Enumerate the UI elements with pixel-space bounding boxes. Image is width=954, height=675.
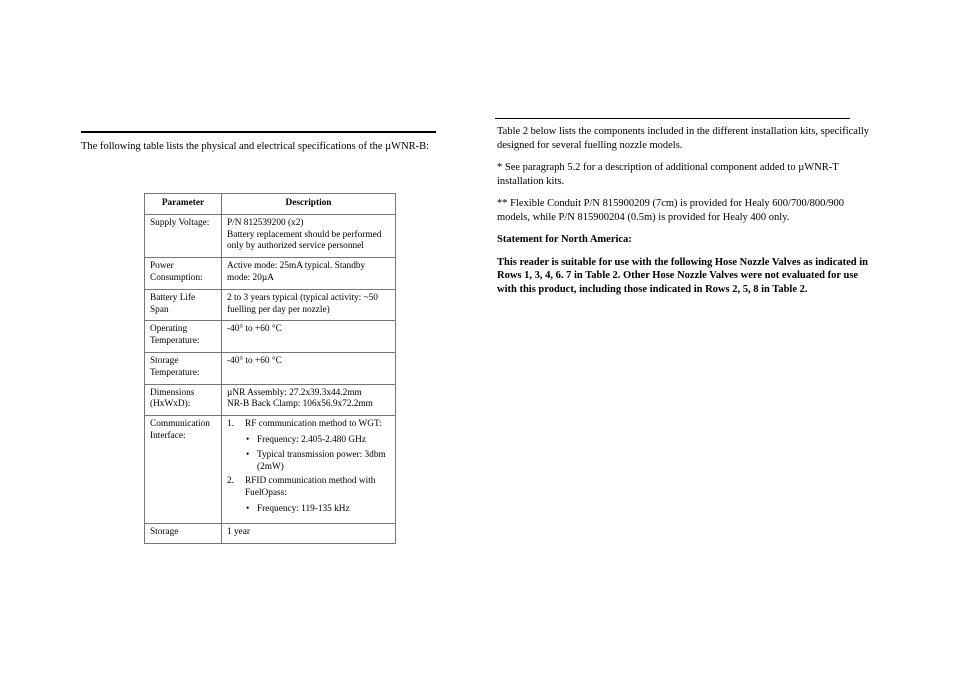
param-cell: Power Consumption: xyxy=(145,258,222,290)
specifications-table xyxy=(144,193,396,544)
north-america-statement: This reader is suitable for use with the following Hose Nozzle Valves as indicated in Rows 1, 3, 4, 6. 7 in Table 2. Other Hose Nozzle Valves were not evaluated for use with this product, including those indicated in Rows 2, 5, 8 in Table 2. xyxy=(497,256,869,295)
bullet-item: • Frequency: 119-135 kHz xyxy=(245,504,390,516)
footnote-star: * See paragraph 5.2 for a description of additional component added to µWNR-T installation kits. xyxy=(497,162,839,187)
right-column xyxy=(497,125,875,305)
list-item-text: RFID communication method with FuelOpass: xyxy=(245,476,376,499)
table-row xyxy=(145,289,396,321)
param-cell: Communication Interface: xyxy=(145,416,222,524)
desc-cell xyxy=(222,416,396,524)
desc-cell xyxy=(222,384,396,416)
table-row xyxy=(145,352,396,384)
desc-cell xyxy=(222,321,396,353)
table-row xyxy=(145,214,396,257)
kits-paragraph: Table 2 below lists the components included in the different installation kits, specifically designed for several fuelling nozzle models. xyxy=(497,126,870,151)
desc-line: µNR Assembly: 27.2x39.3x44.2mm xyxy=(227,387,362,398)
list-item xyxy=(227,419,390,473)
footnote-double-star: ** Flexible Conduit P/N 815900209 (7cm) is provided for Healy 600/700/800/900 models, while P/N 815900204 (0.5m) is provided for Healy 400 only. xyxy=(497,198,845,223)
desc-cell xyxy=(222,258,396,290)
desc-line: -40° to +60 °C xyxy=(227,355,282,366)
list-number: 2. xyxy=(227,476,234,487)
section-rule-left xyxy=(81,131,436,133)
desc-cell xyxy=(222,523,396,543)
param-cell: Storage Temperature: xyxy=(145,352,222,384)
table-row xyxy=(145,384,396,416)
bullet-list xyxy=(245,504,390,516)
desc-line: 2 to 3 years typical (typical activity: ~50 fuelling per day per nozzle) xyxy=(227,292,378,315)
desc-line: -40° to +60 °C xyxy=(227,324,282,335)
desc-line: NR-B Back Clamp: 106x56.9x72.2mm xyxy=(227,399,373,410)
list-item xyxy=(227,476,390,515)
intro-paragraph: The following table lists the physical and electrical specifications of the µWNR-B: xyxy=(81,141,430,152)
desc-cell xyxy=(222,214,396,257)
desc-line: Battery replacement should be performed only by authorized service personnel xyxy=(227,229,382,252)
desc-line: Active mode: 25mA typical. Standby mode: 20µA xyxy=(227,261,366,283)
header-description: Description xyxy=(222,194,396,215)
param-cell: Operating Temperature: xyxy=(145,321,222,353)
table-row xyxy=(145,416,396,524)
north-america-heading: Statement for North America: xyxy=(497,234,632,245)
table-row xyxy=(145,523,396,543)
table-row xyxy=(145,258,396,290)
communication-list xyxy=(227,419,390,516)
table-row xyxy=(145,321,396,353)
bullet-item: • Typical transmission power: 3dbm (2mW) xyxy=(245,450,390,474)
param-cell: Supply Voltage: xyxy=(145,214,222,257)
table-header-row xyxy=(145,194,396,215)
list-number: 1. xyxy=(227,419,234,430)
param-cell: Dimensions (HxWxD): xyxy=(145,384,222,416)
list-item-text: RF communication method to WGT: xyxy=(245,419,382,430)
bullet-item: • Frequency: 2.405-2.480 GHz xyxy=(245,435,390,447)
param-cell: Storage xyxy=(145,523,222,543)
desc-cell xyxy=(222,352,396,384)
desc-line: P/N 812539200 (x2) xyxy=(227,217,304,228)
param-cell: Battery Life Span xyxy=(145,289,222,321)
section-rule-right xyxy=(495,118,850,119)
bullet-list xyxy=(245,435,390,473)
desc-line: 1 year xyxy=(227,526,250,537)
header-parameter: Parameter xyxy=(145,194,222,215)
desc-cell xyxy=(222,289,396,321)
